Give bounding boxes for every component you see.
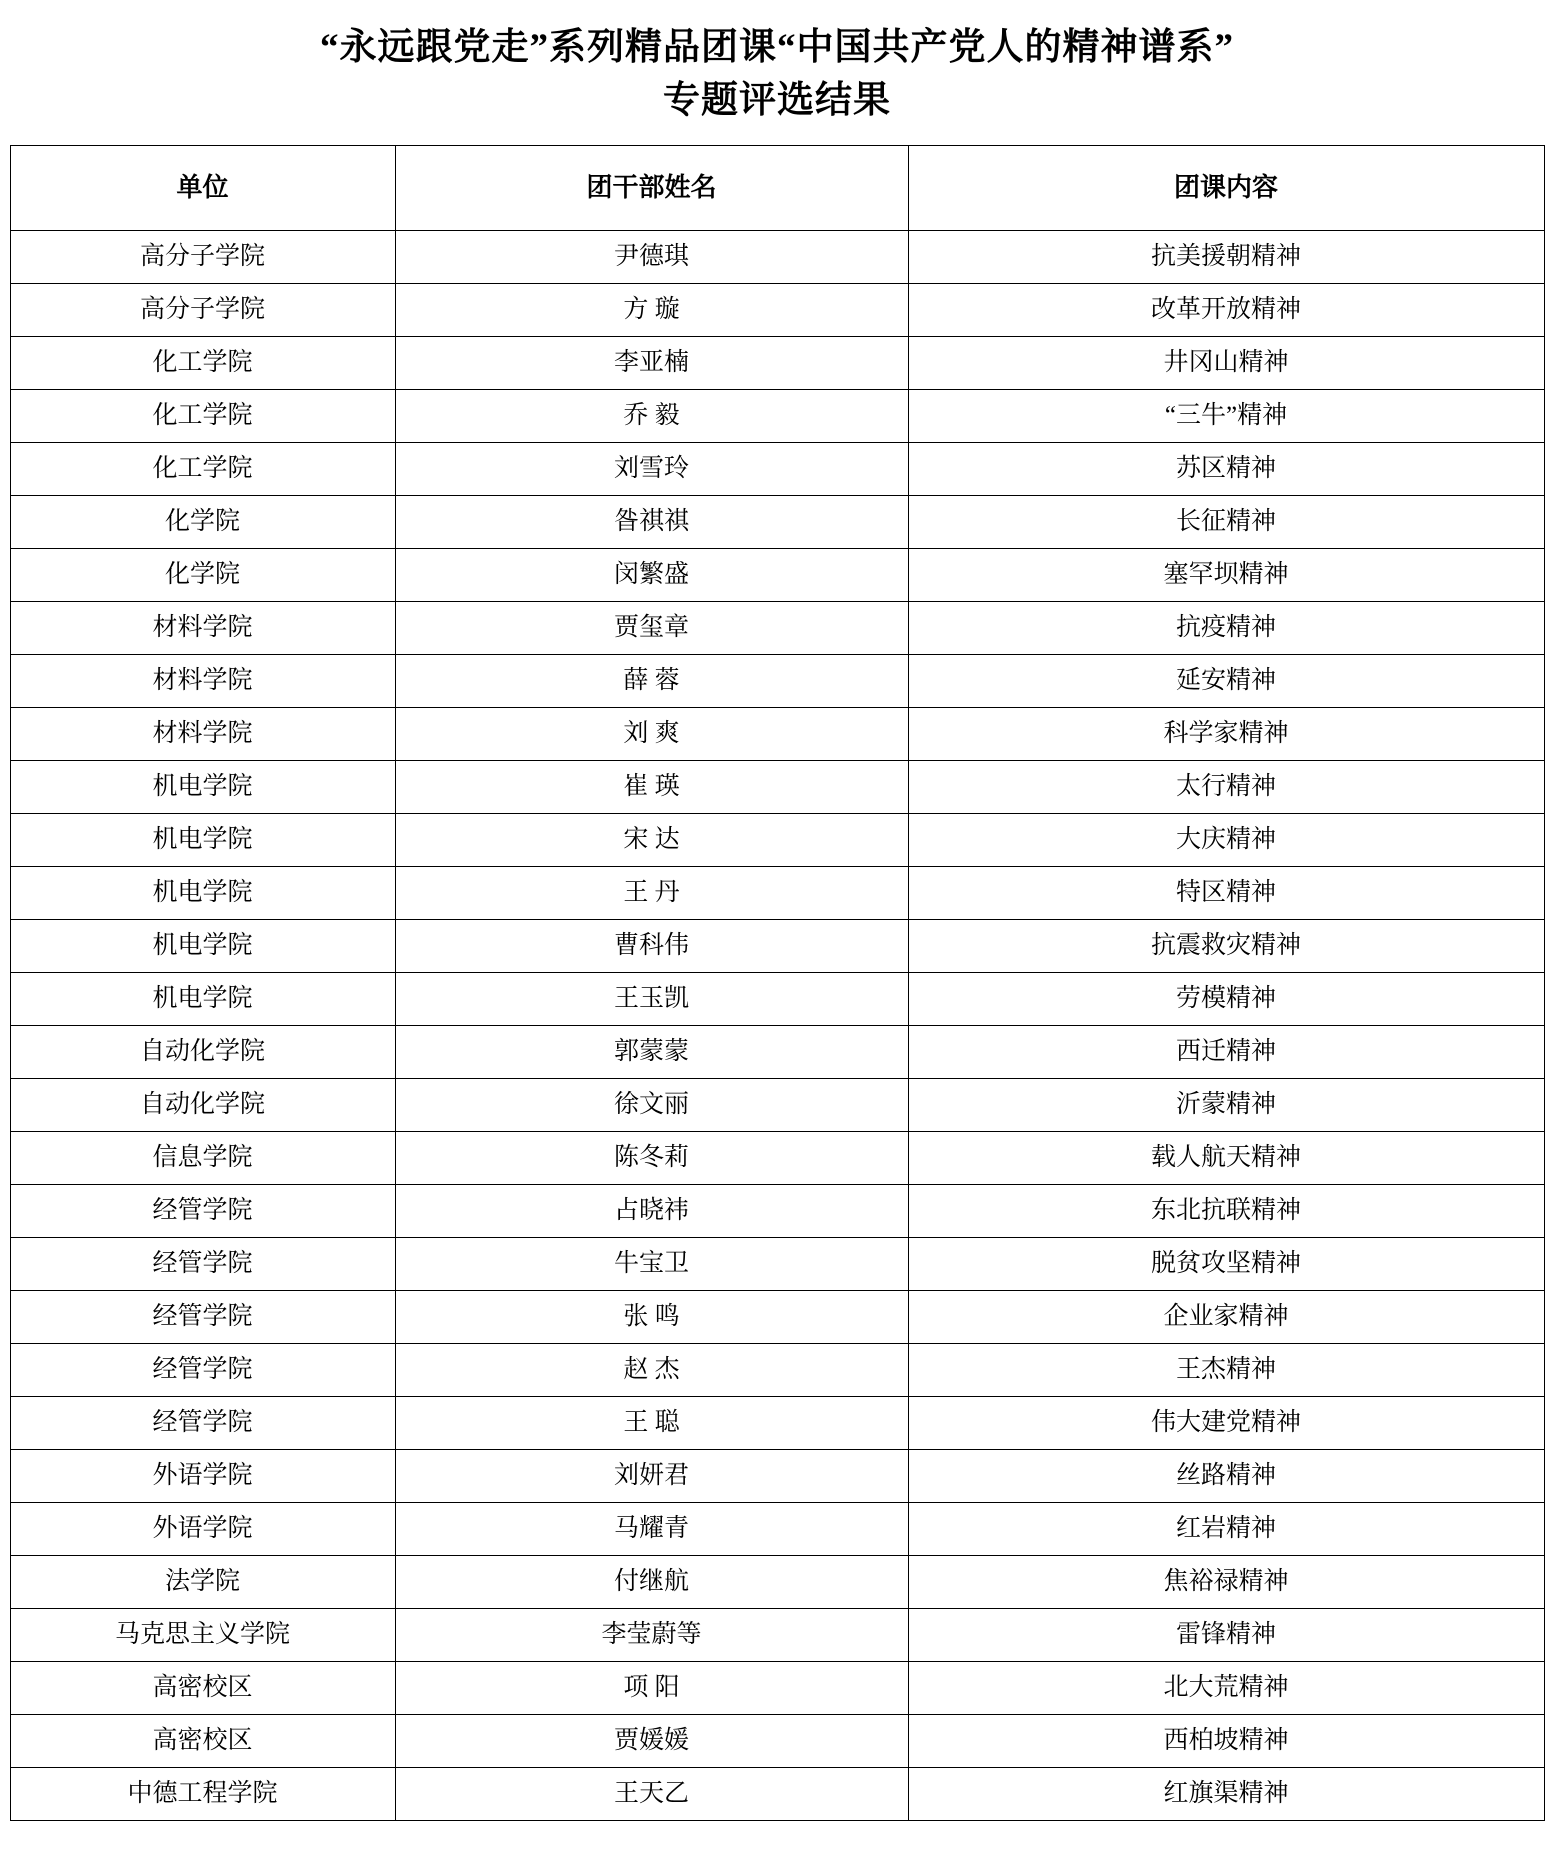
cell-content: 延安精神: [908, 655, 1544, 708]
cell-unit: 法学院: [10, 1556, 395, 1609]
cell-name: 王 聪: [395, 1397, 908, 1450]
table-row: [10, 973, 1544, 1026]
cell-unit: 机电学院: [10, 920, 395, 973]
table-row: [10, 1450, 1544, 1503]
table-row: [10, 1185, 1544, 1238]
table-row: [10, 761, 1544, 814]
table-row: [10, 655, 1544, 708]
table-row: [10, 443, 1544, 496]
cell-unit: 机电学院: [10, 814, 395, 867]
cell-content: 改革开放精神: [908, 284, 1544, 337]
table-row: [10, 1079, 1544, 1132]
cell-name: 王天乙: [395, 1768, 908, 1821]
cell-name: 付继航: [395, 1556, 908, 1609]
cell-content: 抗美援朝精神: [908, 231, 1544, 284]
cell-name: 薛 蓉: [395, 655, 908, 708]
cell-name: 曹科伟: [395, 920, 908, 973]
table-row: [10, 1503, 1544, 1556]
cell-unit: 材料学院: [10, 708, 395, 761]
cell-content: 脱贫攻坚精神: [908, 1238, 1544, 1291]
table-row: [10, 1715, 1544, 1768]
cell-name: 宋 达: [395, 814, 908, 867]
cell-unit: 材料学院: [10, 602, 395, 655]
cell-content: 丝路精神: [908, 1450, 1544, 1503]
cell-unit: 自动化学院: [10, 1026, 395, 1079]
table-row: [10, 867, 1544, 920]
cell-unit: 机电学院: [10, 867, 395, 920]
table-row: [10, 1556, 1544, 1609]
title-line-2: 专题评选结果: [663, 79, 891, 121]
cell-unit: 化工学院: [10, 337, 395, 390]
table-header-row: [10, 146, 1544, 231]
title-line-1: “永远跟党走”系列精品团课“中国共产党人的精神谱系”: [320, 27, 1234, 68]
cell-unit: 经管学院: [10, 1238, 395, 1291]
cell-unit: 机电学院: [10, 973, 395, 1026]
cell-unit: 高密校区: [10, 1715, 395, 1768]
cell-content: 王杰精神: [908, 1344, 1544, 1397]
table-row: [10, 1132, 1544, 1185]
cell-unit: 经管学院: [10, 1291, 395, 1344]
cell-unit: 化学院: [10, 496, 395, 549]
cell-name: 闵繁盛: [395, 549, 908, 602]
column-header-unit: 单位: [10, 146, 395, 231]
cell-name: 李亚楠: [395, 337, 908, 390]
cell-unit: 经管学院: [10, 1185, 395, 1238]
table-row: [10, 814, 1544, 867]
cell-content: 科学家精神: [908, 708, 1544, 761]
cell-name: 刘妍君: [395, 1450, 908, 1503]
cell-name: 贾媛媛: [395, 1715, 908, 1768]
cell-content: 劳模精神: [908, 973, 1544, 1026]
table-row: [10, 1397, 1544, 1450]
document-title: [10, 0, 1544, 145]
table-row: [10, 920, 1544, 973]
table-row: [10, 337, 1544, 390]
cell-name: 刘雪玲: [395, 443, 908, 496]
cell-name: 贾玺章: [395, 602, 908, 655]
cell-content: 红岩精神: [908, 1503, 1544, 1556]
column-header-content: 团课内容: [908, 146, 1544, 231]
cell-content: 北大荒精神: [908, 1662, 1544, 1715]
table-row: [10, 284, 1544, 337]
cell-content: 焦裕禄精神: [908, 1556, 1544, 1609]
cell-name: 王玉凯: [395, 973, 908, 1026]
cell-content: 企业家精神: [908, 1291, 1544, 1344]
cell-unit: 高密校区: [10, 1662, 395, 1715]
cell-content: 载人航天精神: [908, 1132, 1544, 1185]
cell-content: “三牛”精神: [908, 390, 1544, 443]
cell-content: 井冈山精神: [908, 337, 1544, 390]
cell-content: 苏区精神: [908, 443, 1544, 496]
cell-unit: 化工学院: [10, 390, 395, 443]
cell-name: 张 鸣: [395, 1291, 908, 1344]
table-body: [10, 231, 1544, 1821]
cell-unit: 中德工程学院: [10, 1768, 395, 1821]
cell-content: 大庆精神: [908, 814, 1544, 867]
table-row: [10, 1609, 1544, 1662]
cell-name: 李莹蔚等: [395, 1609, 908, 1662]
cell-name: 王 丹: [395, 867, 908, 920]
cell-unit: 自动化学院: [10, 1079, 395, 1132]
cell-name: 昝祺祺: [395, 496, 908, 549]
cell-name: 马耀青: [395, 1503, 908, 1556]
cell-name: 乔 毅: [395, 390, 908, 443]
cell-content: 伟大建党精神: [908, 1397, 1544, 1450]
cell-content: 雷锋精神: [908, 1609, 1544, 1662]
cell-unit: 机电学院: [10, 761, 395, 814]
cell-unit: 外语学院: [10, 1503, 395, 1556]
cell-content: 沂蒙精神: [908, 1079, 1544, 1132]
cell-name: 方 璇: [395, 284, 908, 337]
cell-unit: 高分子学院: [10, 231, 395, 284]
cell-content: 东北抗联精神: [908, 1185, 1544, 1238]
column-header-name: 团干部姓名: [395, 146, 908, 231]
cell-content: 西迁精神: [908, 1026, 1544, 1079]
cell-content: 特区精神: [908, 867, 1544, 920]
cell-name: 尹德琪: [395, 231, 908, 284]
cell-name: 项 阳: [395, 1662, 908, 1715]
table-row: [10, 496, 1544, 549]
cell-content: 太行精神: [908, 761, 1544, 814]
cell-unit: 经管学院: [10, 1344, 395, 1397]
cell-name: 崔 瑛: [395, 761, 908, 814]
table-row: [10, 390, 1544, 443]
cell-content: 塞罕坝精神: [908, 549, 1544, 602]
cell-content: 长征精神: [908, 496, 1544, 549]
table-row: [10, 1291, 1544, 1344]
cell-unit: 信息学院: [10, 1132, 395, 1185]
cell-unit: 高分子学院: [10, 284, 395, 337]
cell-name: 徐文丽: [395, 1079, 908, 1132]
table-row: [10, 1662, 1544, 1715]
cell-unit: 化学院: [10, 549, 395, 602]
results-table: [10, 145, 1545, 1821]
cell-unit: 材料学院: [10, 655, 395, 708]
table-row: [10, 1026, 1544, 1079]
table-row: [10, 1768, 1544, 1821]
table-row: [10, 231, 1544, 284]
cell-name: 郭蒙蒙: [395, 1026, 908, 1079]
cell-unit: 经管学院: [10, 1397, 395, 1450]
cell-name: 陈冬莉: [395, 1132, 908, 1185]
table-row: [10, 708, 1544, 761]
cell-name: 占晓祎: [395, 1185, 908, 1238]
cell-name: 牛宝卫: [395, 1238, 908, 1291]
table-row: [10, 1344, 1544, 1397]
cell-unit: 化工学院: [10, 443, 395, 496]
cell-unit: 外语学院: [10, 1450, 395, 1503]
table-row: [10, 1238, 1544, 1291]
cell-content: 红旗渠精神: [908, 1768, 1544, 1821]
cell-name: 刘 爽: [395, 708, 908, 761]
table-row: [10, 602, 1544, 655]
cell-content: 抗疫精神: [908, 602, 1544, 655]
cell-name: 赵 杰: [395, 1344, 908, 1397]
table-row: [10, 549, 1544, 602]
cell-content: 西柏坡精神: [908, 1715, 1544, 1768]
cell-unit: 马克思主义学院: [10, 1609, 395, 1662]
cell-content: 抗震救灾精神: [908, 920, 1544, 973]
